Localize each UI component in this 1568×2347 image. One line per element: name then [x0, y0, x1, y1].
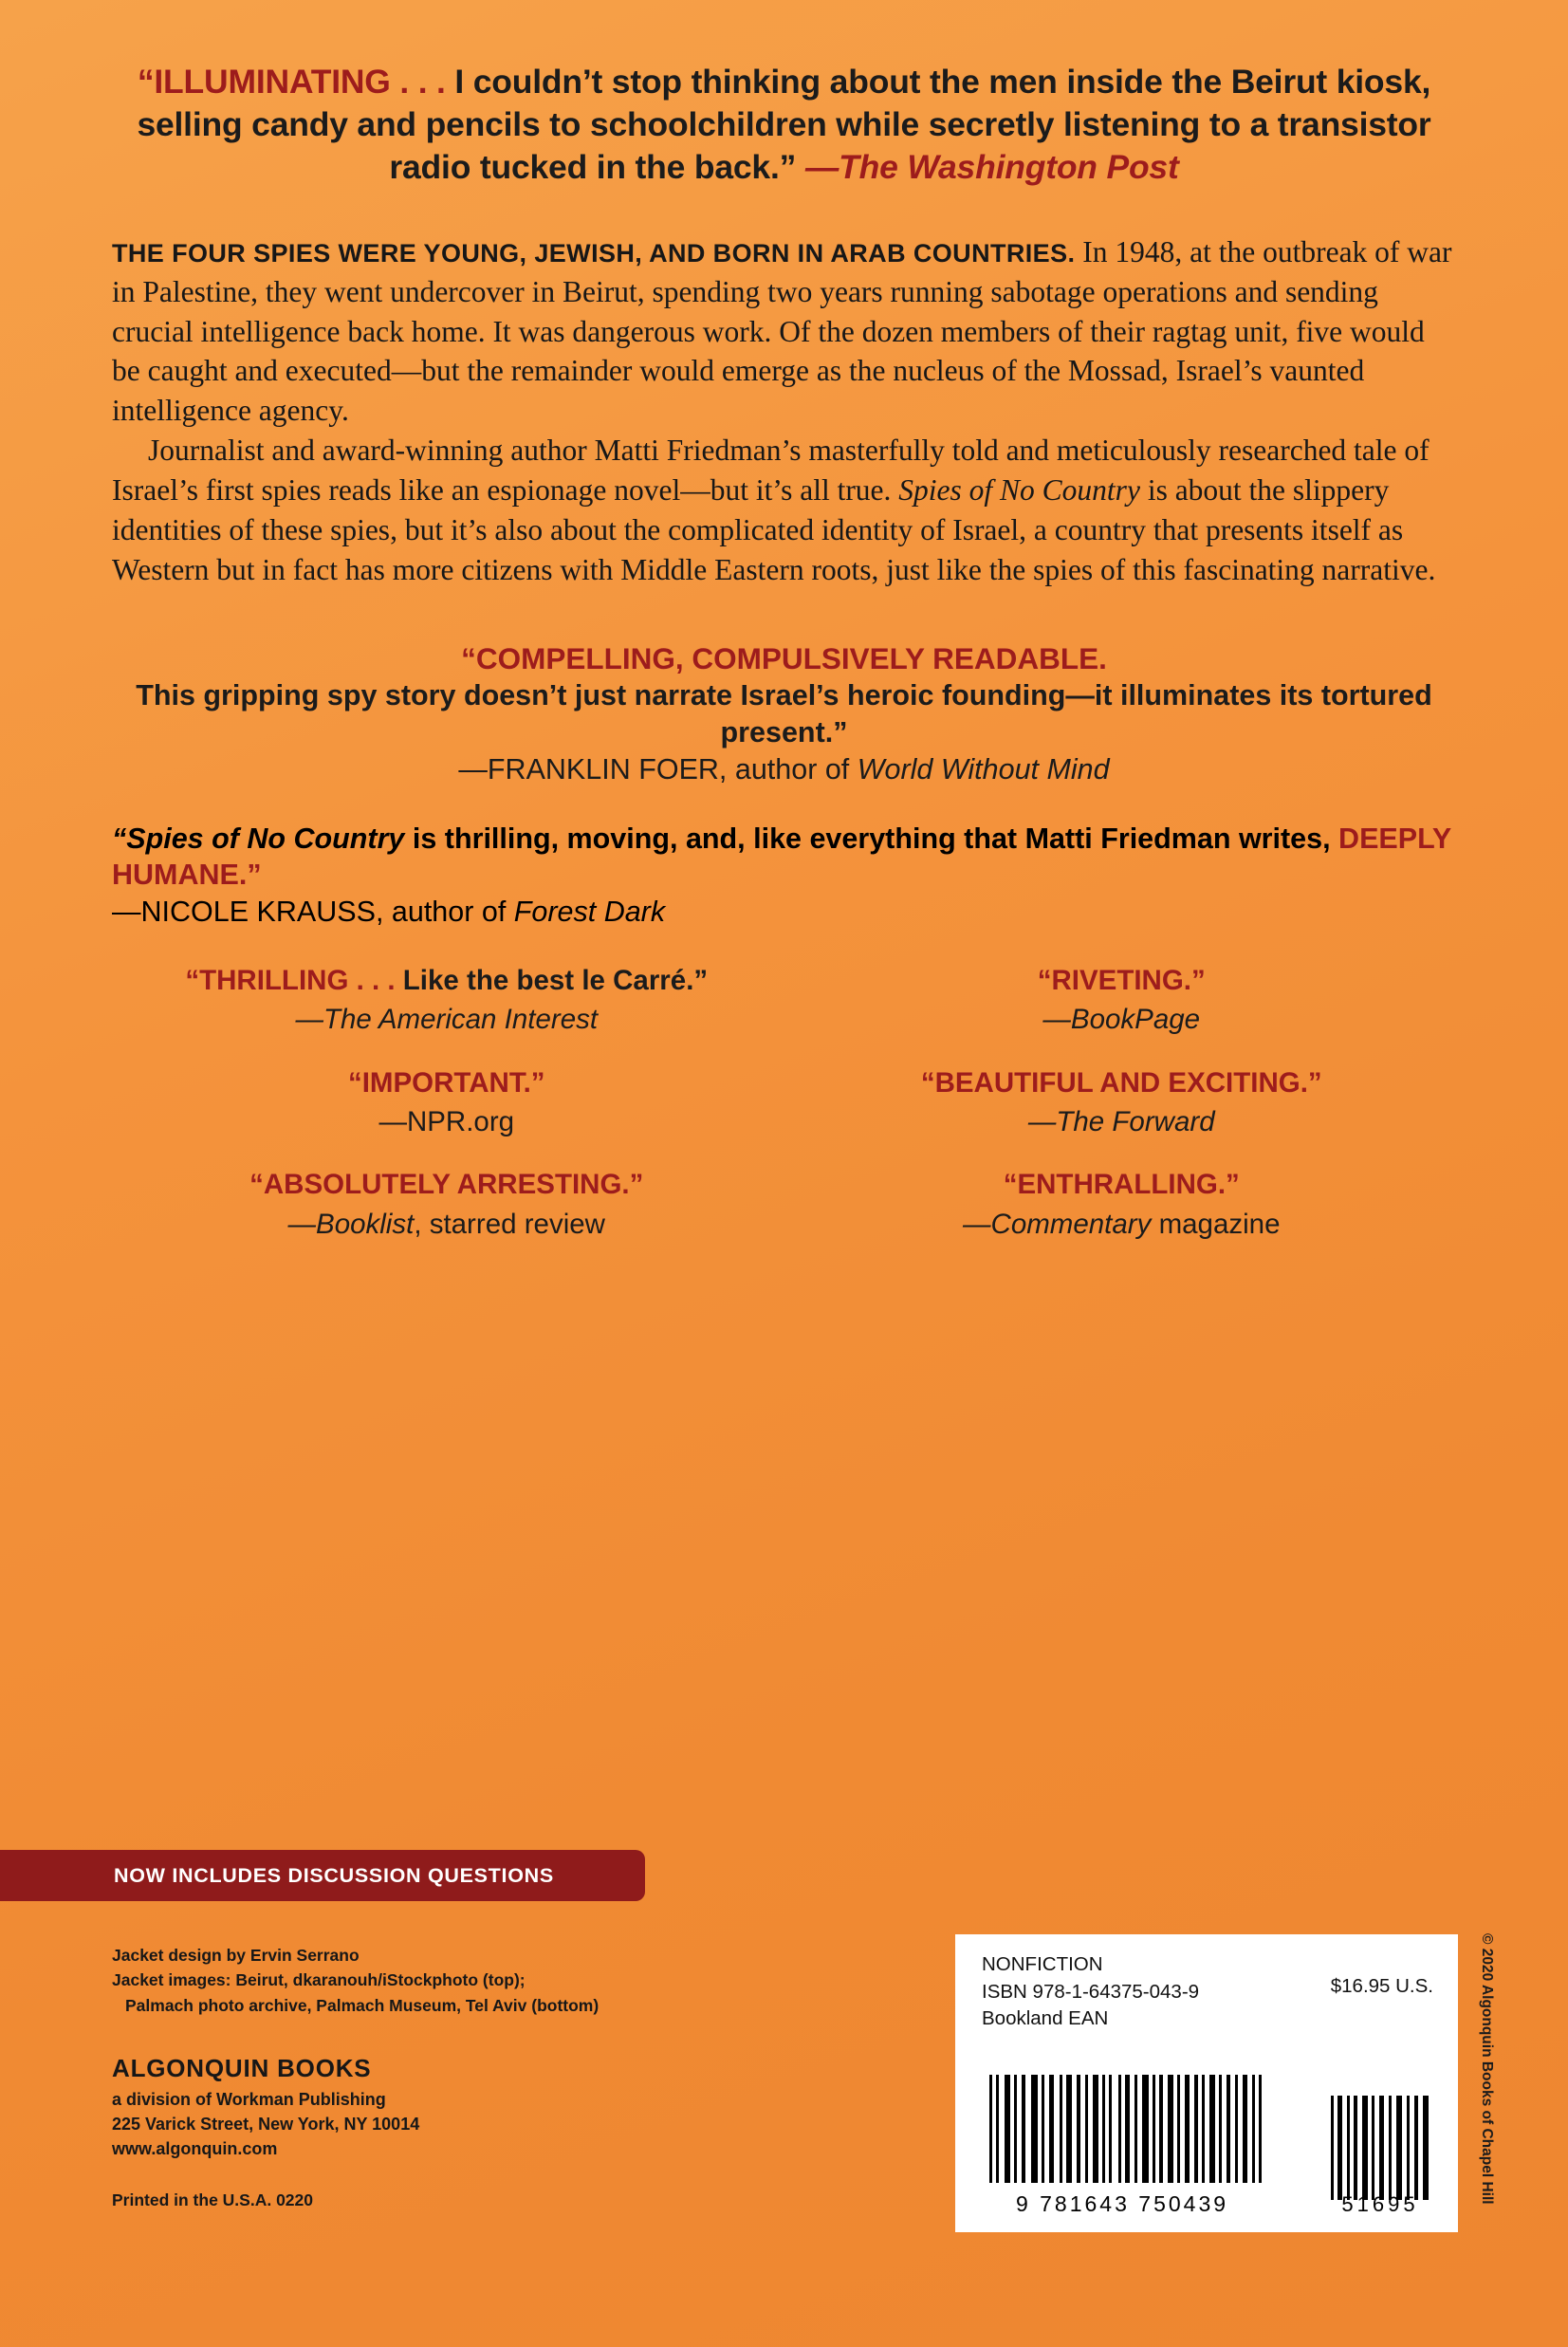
blurb-foer — [112, 639, 1456, 788]
discussion-questions-banner: NOW INCLUDES DISCUSSION QUESTIONS — [0, 1850, 645, 1901]
ean-digits: 9 781643 750439 — [1015, 2191, 1229, 2216]
description-body-2b: is about the slippery identities of these spies, but it’s also about the complicated identity of Israel, a country that presents itself as Western but in fact has more citizens with Middle Eastern roots, just like the spies of this fascinating narrative. — [112, 473, 1436, 586]
top-pull-quote-lead: “ILLUMINATING . . . — [137, 63, 446, 101]
top-pull-quote-source: —The Washington Post — [804, 147, 1179, 186]
short-quote-5-attribution-italic: —Booklist — [287, 1208, 415, 1240]
blurb-krauss — [112, 821, 1456, 931]
short-quote-6-attribution-italic: —Commentary — [963, 1208, 1152, 1240]
barcode-bookland: Bookland EAN — [982, 2007, 1109, 2030]
short-quote-2-highlight: “RIVETING.” — [1037, 964, 1206, 996]
description-body-1: In 1948, at the outbreak of war in Palestine, they went undercover in Beirut, spending two years running sabotage operations and sending crucial intelligence back home. It was dangerous work. Of the dozen members of their ragtag unit, five would be caught and executed—but the remainder would emerge as the nucleus of the Mossad, Israel’s vaunted intelligence agency. — [112, 234, 1452, 428]
description-body-2a: Journalist and award-winning author Matti Friedman’s masterfully told and meticulously researched tale of Israel’s first spies reads like an espionage novel—but it’s all true. — [112, 434, 1430, 508]
blurb-krauss-attribution-title: Forest Dark — [513, 896, 666, 929]
copyright-vertical: © 2020 Algonquin Books of Chapel Hill — [1479, 1933, 1495, 2205]
publisher-name: ALGONQUIN BOOKS — [112, 2053, 372, 2082]
blurb-krauss-attribution-pre: —NICOLE KRAUSS, author of — [112, 896, 514, 929]
blurb-foer-attribution-title: World Without Mind — [857, 752, 1110, 785]
description-paragraph-1 — [112, 232, 1456, 431]
short-quote-1-attribution-italic: —The American Interest — [295, 1004, 599, 1036]
short-quote-3-attribution — [112, 1104, 782, 1140]
short-quote-4-attribution — [787, 1104, 1457, 1140]
book-title-mention: Spies of No Country — [898, 473, 1140, 508]
short-quote-2-attribution-italic: —BookPage — [1042, 1004, 1201, 1036]
short-quote-1-attribution — [112, 1002, 782, 1038]
short-quote-5-highlight: “ABSOLUTELY ARRESTING.” — [249, 1169, 644, 1201]
blurb-krauss-title: “Spies of No Country — [112, 822, 405, 855]
short-quote-5-attribution-rest: , starred review — [414, 1208, 605, 1240]
blurb-krauss-highlight: DEEPLY HUMANE.” — [112, 822, 1451, 892]
short-quote-npr — [112, 1065, 782, 1141]
colophon — [112, 1943, 776, 2212]
short-quotes-grid — [112, 963, 1456, 1243]
short-quote-booklist — [112, 1167, 782, 1243]
discussion-banner-row — [0, 1850, 1568, 1901]
short-quote-1-highlight: “THRILLING . . . — [185, 964, 396, 996]
publisher-division: a division of Workman Publishing — [112, 2089, 386, 2109]
short-quote-3-highlight: “IMPORTANT.” — [347, 1066, 545, 1099]
barcode-price: $16.95 U.S. — [1330, 1975, 1433, 1997]
jacket-design-credit: Jacket design by Ervin Serrano — [112, 1946, 360, 1965]
jacket-images-credit-1: Jacket images: Beirut, dkaranouh/iStockphoto (top); — [112, 1970, 526, 1990]
printed-in-line: Printed in the U.S.A. 0220 — [112, 2190, 313, 2210]
short-quote-bookpage — [787, 963, 1457, 1039]
short-quote-4-highlight: “BEAUTIFUL AND EXCITING.” — [920, 1066, 1322, 1099]
blurb-krauss-text: is thrilling, moving, and, like everything that Matti Friedman writes, — [404, 822, 1339, 855]
barcode-isbn: ISBN 978-1-64375-043-9 — [982, 1980, 1200, 2003]
blurb-krauss-attribution — [112, 896, 665, 928]
blurb-foer-text: This gripping spy story doesn’t just narrate Israel’s heroic founding—it illuminates its tortured present.” — [136, 679, 1432, 749]
short-quote-6-attribution — [787, 1207, 1457, 1243]
jacket-images-credit-2: Palmach photo archive, Palmach Museum, Tel Aviv (bottom) — [125, 1995, 600, 2015]
short-quote-commentary — [787, 1167, 1457, 1243]
ean-bars — [980, 2075, 1264, 2183]
blurb-foer-attribution — [458, 753, 1109, 785]
short-quote-2-attribution — [787, 1002, 1457, 1038]
blurb-foer-attribution-pre: —FRANKLIN FOER, author of — [458, 752, 858, 785]
short-quote-5-attribution — [112, 1207, 782, 1243]
short-quote-6-attribution-rest: magazine — [1151, 1208, 1281, 1240]
short-quote-3-attribution-rest: —NPR.org — [378, 1105, 515, 1137]
blurb-foer-highlight: “COMPELLING, COMPULSIVELY READABLE. — [461, 640, 1107, 675]
short-quote-american-interest — [112, 963, 782, 1039]
short-quote-4-attribution-italic: —The Forward — [1027, 1105, 1215, 1137]
publisher-address: 225 Varick Street, New York, NY 10014 — [112, 2114, 420, 2134]
short-quote-forward — [787, 1065, 1457, 1141]
barcode-text — [982, 1951, 1199, 2033]
short-quote-1-rest: Like the best le Carré.” — [395, 964, 709, 996]
short-quote-6-highlight: “ENTHRALLING.” — [1003, 1169, 1240, 1201]
barcode-category: NONFICTION — [982, 1953, 1103, 1975]
description-paragraph-2 — [112, 431, 1456, 590]
top-pull-quote-text: I couldn’t stop thinking about the men inside the Beirut kiosk, selling candy and pencils to schoolchildren while secretly listening to a transistor radio tucked in the back.” — [137, 63, 1431, 186]
ean-barcode — [980, 2075, 1264, 2217]
addon-digits: 51695 — [1341, 2192, 1419, 2216]
publisher-website[interactable]: www.algonquin.com — [112, 2138, 278, 2158]
addon-bars — [1327, 2096, 1433, 2200]
price-addon-barcode — [1327, 2075, 1433, 2217]
barcode-block — [955, 1934, 1458, 2232]
description-lede: THE FOUR SPIES WERE YOUNG, JEWISH, AND BORN IN ARAB COUNTRIES. — [112, 238, 1076, 268]
book-description — [112, 232, 1456, 590]
top-pull-quote — [112, 61, 1456, 189]
